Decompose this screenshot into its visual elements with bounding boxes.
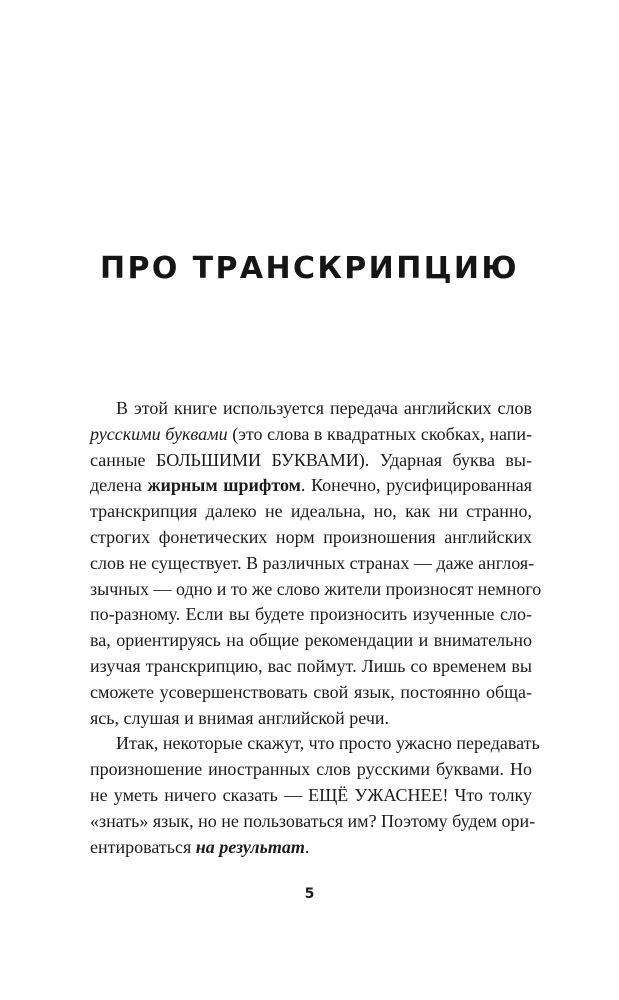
text-line (90, 731, 540, 757)
text-line (90, 422, 532, 448)
text-line (90, 473, 532, 499)
text-line (90, 499, 532, 525)
bold-phrase: жирным шрифтом (147, 475, 301, 496)
text-run: строгих фонетических норм произношения английских (90, 526, 532, 547)
text-line (90, 809, 536, 835)
text-run: санные БОЛЬШИМИ БУКВАМИ). Ударная буква вы- (90, 449, 532, 470)
text-line (90, 602, 532, 628)
text-run: делена (90, 475, 148, 496)
text-line (90, 628, 532, 654)
text-run: ентироваться (90, 836, 196, 857)
text-run: ва, ориентируясь на общие рекомендации и внимательно (90, 630, 532, 651)
text-line (90, 551, 535, 577)
text-run: В этой книге используется передача английских слов (116, 398, 532, 418)
text-run: (это слова в квадратных скобках, напи- (227, 423, 532, 444)
page-number: 5 (304, 886, 315, 902)
text-line (90, 396, 532, 422)
text-run: «знать» язык, но не пользоваться им? Поэтому будем ори- (90, 810, 536, 831)
chapter-heading: ПРО ТРАНСКРИПЦИЮ (99, 251, 520, 286)
text-run: ясь, слушая и внимая английской речи. (90, 707, 390, 728)
text-line (90, 577, 542, 603)
text-run: сможете усовершенствовать свой язык, постоянно обща- (90, 681, 532, 702)
text-run: зычных — одно и то же слово жители произносят немного (90, 578, 542, 599)
text-line (90, 783, 532, 809)
text-line (90, 680, 532, 706)
text-line (90, 706, 532, 732)
italic-phrase: русскими буквами (90, 423, 228, 444)
text-line (90, 448, 532, 474)
text-line (90, 654, 532, 680)
text-run: произношение иностранных слов русскими буквами. Но (90, 759, 532, 780)
body-text (90, 396, 542, 860)
text-run: . (304, 836, 310, 857)
text-run: не уметь ничего сказать — ЕЩЁ УЖАСНЕЕ! Что толку (90, 784, 532, 805)
paragraph (90, 396, 542, 731)
paragraph (90, 731, 540, 860)
text-line (90, 525, 532, 551)
bold-italic-phrase: на результат (195, 836, 305, 857)
text-run: изучая транскрипцию, вас поймут. Лишь со временем вы (90, 655, 532, 676)
text-run: транскрипция далеко не идеальна, но, как ни странно, (90, 501, 532, 522)
text-line (90, 757, 532, 783)
text-line (90, 835, 532, 861)
text-run: . Конечно, русифицированная (300, 475, 532, 496)
text-run: слов не существует. В различных странах — даже англоя- (90, 552, 535, 573)
text-run: Итак, некоторые скажут, что просто ужасно передавать (116, 733, 540, 754)
text-run: по-разному. Если вы будете произносить изученные сло- (90, 604, 532, 625)
